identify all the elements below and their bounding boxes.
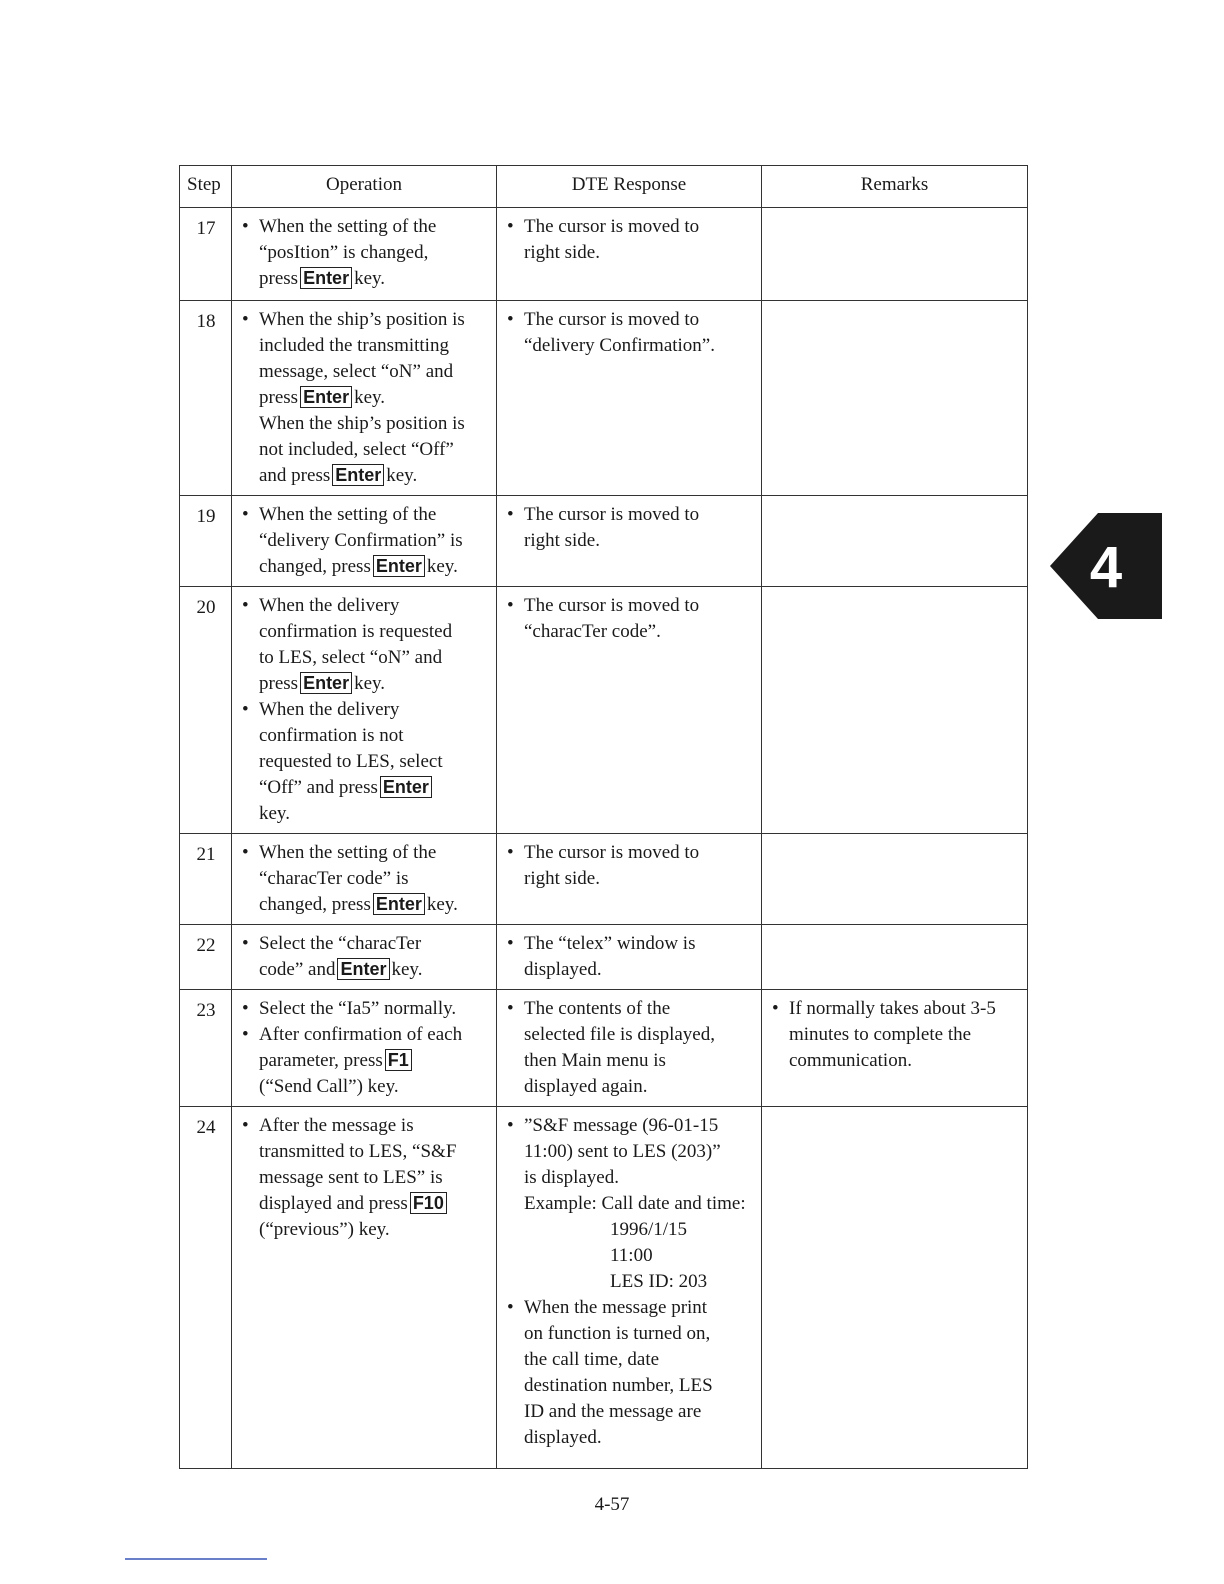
line-text: requested to LES, select xyxy=(259,751,443,772)
line-text: the call time, date xyxy=(524,1349,660,1370)
operation-cell xyxy=(232,496,497,587)
line-text: The contents of the xyxy=(524,998,671,1019)
text-line xyxy=(239,528,490,554)
text-line xyxy=(239,359,490,385)
text-line xyxy=(239,1165,490,1191)
line-text: confirmation is requested xyxy=(259,621,453,642)
text-line xyxy=(239,645,490,671)
operation-lines xyxy=(239,307,490,489)
header-dte-response: DTE Response xyxy=(497,166,762,208)
line-text: “characTer code” is xyxy=(259,868,409,889)
line-text: key. xyxy=(354,673,386,694)
text-line xyxy=(504,502,755,528)
response-lines xyxy=(504,931,755,983)
line-text: The cursor is moved to xyxy=(524,842,700,863)
line-text: displayed again. xyxy=(524,1076,648,1097)
line-text: Select the “characTer xyxy=(259,933,422,954)
text-line xyxy=(504,1425,755,1451)
line-text: destination number, LES xyxy=(524,1375,713,1396)
table-row xyxy=(180,834,1028,925)
key-f1-label: F1 xyxy=(385,1049,412,1071)
key-enter-label: Enter xyxy=(337,958,389,980)
text-line xyxy=(239,619,490,645)
line-text: key. xyxy=(426,894,458,915)
line-text: communication. xyxy=(789,1050,912,1071)
text-line xyxy=(504,528,755,554)
operation-lines xyxy=(239,502,490,580)
text-line xyxy=(239,866,490,892)
line-text: The cursor is moved to xyxy=(524,595,700,616)
line-text: “Off” and press xyxy=(259,777,378,798)
line-text: ID and the message are xyxy=(524,1401,702,1422)
step-number: 23 xyxy=(180,990,232,1107)
line-text: displayed and press xyxy=(259,1193,408,1214)
text-line xyxy=(504,1022,755,1048)
line-text: The cursor is moved to xyxy=(524,309,700,330)
line-text: and press xyxy=(259,465,331,486)
text-line xyxy=(769,996,1021,1022)
remarks-cell xyxy=(762,587,1028,834)
text-line xyxy=(239,1074,490,1100)
response-lines xyxy=(504,840,755,892)
header-step: Step xyxy=(180,166,232,208)
line-text: Example: Call date and time: xyxy=(524,1193,746,1214)
text-line xyxy=(504,1321,755,1347)
text-line xyxy=(504,1243,755,1269)
line-text: then Main menu is xyxy=(524,1050,666,1071)
text-line xyxy=(239,463,490,489)
operation-cell xyxy=(232,587,497,834)
text-line xyxy=(504,1399,755,1425)
text-line xyxy=(239,996,490,1022)
remarks-cell xyxy=(762,208,1028,301)
key-enter-label: Enter xyxy=(373,893,425,915)
text-line xyxy=(239,307,490,333)
key-f10-label: F10 xyxy=(410,1192,447,1214)
step-number: 17 xyxy=(180,208,232,301)
line-text: ”S&F message (96-01-15 xyxy=(524,1115,719,1136)
response-lines xyxy=(504,593,755,645)
remarks-cell xyxy=(762,990,1028,1107)
text-line xyxy=(504,214,755,240)
line-text: key. xyxy=(354,387,386,408)
operation-lines xyxy=(239,931,490,983)
text-line xyxy=(239,411,490,437)
chapter-tab xyxy=(1050,513,1162,619)
line-text: When the setting of the xyxy=(259,842,437,863)
line-text: is displayed. xyxy=(524,1167,619,1188)
step-number: 21 xyxy=(180,834,232,925)
text-line xyxy=(239,385,490,411)
key-enter-label: Enter xyxy=(380,776,432,798)
text-line xyxy=(504,840,755,866)
table-row xyxy=(180,301,1028,496)
text-line xyxy=(504,307,755,333)
line-text: press xyxy=(259,268,299,289)
response-lines xyxy=(504,996,755,1100)
line-text: The cursor is moved to xyxy=(524,504,700,525)
line-text: changed, press xyxy=(259,556,371,577)
line-text: changed, press xyxy=(259,894,371,915)
line-text: After confirmation of each xyxy=(259,1024,463,1045)
operation-lines xyxy=(239,214,490,292)
line-text: confirmation is not xyxy=(259,725,404,746)
line-text: displayed. xyxy=(524,1427,602,1448)
text-line xyxy=(239,266,490,292)
operation-cell xyxy=(232,301,497,496)
line-text: transmitted to LES, “S&F xyxy=(259,1141,457,1162)
step-number: 18 xyxy=(180,301,232,496)
text-line xyxy=(504,1048,755,1074)
text-line xyxy=(504,333,755,359)
response-cell xyxy=(497,1107,762,1469)
text-line xyxy=(239,214,490,240)
header-row xyxy=(180,166,1028,208)
line-text: When the ship’s position is xyxy=(259,413,465,434)
response-cell xyxy=(497,587,762,834)
operation-cell xyxy=(232,990,497,1107)
line-text: key. xyxy=(426,556,458,577)
line-text: When the ship’s position is xyxy=(259,309,465,330)
text-line xyxy=(239,437,490,463)
text-line xyxy=(504,1269,755,1295)
text-line xyxy=(504,240,755,266)
step-number: 22 xyxy=(180,925,232,990)
remarks-lines xyxy=(769,996,1021,1074)
line-text: (“previous”) key. xyxy=(259,1219,390,1240)
text-line xyxy=(239,840,490,866)
text-line xyxy=(239,671,490,697)
response-cell xyxy=(497,834,762,925)
text-line xyxy=(239,775,490,801)
text-line xyxy=(769,1048,1021,1074)
text-line xyxy=(239,801,490,827)
line-text: 11:00 xyxy=(610,1245,653,1266)
remarks-cell xyxy=(762,925,1028,990)
text-line xyxy=(504,1217,755,1243)
line-text: right side. xyxy=(524,868,600,889)
key-enter-label: Enter xyxy=(373,555,425,577)
line-text: selected file is displayed, xyxy=(524,1024,715,1045)
table-row xyxy=(180,587,1028,834)
text-line xyxy=(239,1022,490,1048)
line-text: right side. xyxy=(524,530,600,551)
response-cell xyxy=(497,496,762,587)
footer-rule xyxy=(125,1558,267,1560)
table-body xyxy=(180,208,1028,1469)
line-text: included the transmitting xyxy=(259,335,449,356)
line-text: code” and xyxy=(259,959,336,980)
text-line xyxy=(504,1191,755,1217)
table-row xyxy=(180,1107,1028,1469)
response-cell xyxy=(497,925,762,990)
line-text: When the setting of the xyxy=(259,504,437,525)
text-line xyxy=(504,1113,755,1139)
text-line xyxy=(504,1074,755,1100)
line-text: displayed. xyxy=(524,959,602,980)
response-lines xyxy=(504,502,755,554)
text-line xyxy=(239,1191,490,1217)
text-line xyxy=(239,697,490,723)
text-line xyxy=(504,931,755,957)
text-line xyxy=(239,1217,490,1243)
key-enter-label: Enter xyxy=(332,464,384,486)
text-line xyxy=(504,866,755,892)
line-text: After the message is xyxy=(259,1115,414,1136)
operation-lines xyxy=(239,840,490,918)
line-text: key. xyxy=(354,268,386,289)
line-text: If normally takes about 3-5 xyxy=(789,998,996,1019)
response-lines xyxy=(504,1113,755,1451)
line-text: message, select “oN” and xyxy=(259,361,454,382)
text-line xyxy=(504,1165,755,1191)
key-enter-label: Enter xyxy=(300,386,352,408)
remarks-cell xyxy=(762,1107,1028,1469)
line-text: parameter, press xyxy=(259,1050,383,1071)
chapter-number: 4 xyxy=(1089,535,1123,600)
operation-cell xyxy=(232,834,497,925)
line-text: key. xyxy=(259,803,290,824)
line-text: “delivery Confirmation” is xyxy=(259,530,463,551)
line-text: not included, select “Off” xyxy=(259,439,454,460)
line-text: When the delivery xyxy=(259,699,400,720)
line-text: LES ID: 203 xyxy=(610,1271,708,1292)
text-line xyxy=(239,749,490,775)
text-line xyxy=(239,502,490,528)
text-line xyxy=(239,554,490,580)
line-text: 1996/1/15 xyxy=(610,1219,688,1240)
line-text: key. xyxy=(391,959,423,980)
response-lines xyxy=(504,307,755,359)
line-text: “delivery Confirmation”. xyxy=(524,335,715,356)
key-enter-label: Enter xyxy=(300,267,352,289)
line-text: message sent to LES” is xyxy=(259,1167,443,1188)
text-line xyxy=(239,240,490,266)
operation-lines xyxy=(239,996,490,1100)
text-line xyxy=(504,619,755,645)
page-number: 4-57 xyxy=(594,1494,630,1515)
text-line xyxy=(504,1295,755,1321)
text-line xyxy=(504,1347,755,1373)
line-text: key. xyxy=(386,465,418,486)
step-number: 20 xyxy=(180,587,232,834)
text-line xyxy=(239,723,490,749)
text-line xyxy=(239,931,490,957)
line-text: When the message print xyxy=(524,1297,708,1318)
text-line xyxy=(504,593,755,619)
text-line xyxy=(239,957,490,983)
remarks-cell xyxy=(762,301,1028,496)
table-row xyxy=(180,990,1028,1107)
line-text: “posItion” is changed, xyxy=(259,242,429,263)
text-line xyxy=(239,1048,490,1074)
line-text: When the setting of the xyxy=(259,216,437,237)
line-text: press xyxy=(259,673,299,694)
text-line xyxy=(504,996,755,1022)
line-text: Select the “Ia5” normally. xyxy=(259,998,457,1019)
table-row xyxy=(180,496,1028,587)
text-line xyxy=(769,1022,1021,1048)
line-text: (“Send Call”) key. xyxy=(259,1076,399,1097)
line-text: The “telex” window is xyxy=(524,933,696,954)
line-text: press xyxy=(259,387,299,408)
line-text: The cursor is moved to xyxy=(524,216,700,237)
response-lines xyxy=(504,214,755,266)
step-number: 24 xyxy=(180,1107,232,1469)
table-header xyxy=(180,166,1028,208)
text-line xyxy=(239,593,490,619)
operation-lines xyxy=(239,593,490,827)
line-text: on function is turned on, xyxy=(524,1323,711,1344)
line-text: 11:00) sent to LES (203)” xyxy=(524,1141,721,1162)
header-remarks: Remarks xyxy=(762,166,1028,208)
operation-cell xyxy=(232,208,497,301)
response-cell xyxy=(497,208,762,301)
text-line xyxy=(504,1373,755,1399)
operation-lines xyxy=(239,1113,490,1243)
text-line xyxy=(239,892,490,918)
text-line xyxy=(239,333,490,359)
operation-cell xyxy=(232,1107,497,1469)
text-line xyxy=(504,1139,755,1165)
remarks-cell xyxy=(762,496,1028,587)
line-text: right side. xyxy=(524,242,600,263)
line-text: “characTer code”. xyxy=(524,621,661,642)
remarks-cell xyxy=(762,834,1028,925)
table-row xyxy=(180,208,1028,301)
step-number: 19 xyxy=(180,496,232,587)
line-text: to LES, select “oN” and xyxy=(259,647,443,668)
key-enter-label: Enter xyxy=(300,672,352,694)
header-operation: Operation xyxy=(232,166,497,208)
operation-steps-table xyxy=(179,165,1028,1469)
line-text: When the delivery xyxy=(259,595,400,616)
response-cell xyxy=(497,990,762,1107)
text-line xyxy=(239,1113,490,1139)
text-line xyxy=(239,1139,490,1165)
operation-cell xyxy=(232,925,497,990)
table-row xyxy=(180,925,1028,990)
text-line xyxy=(504,957,755,983)
response-cell xyxy=(497,301,762,496)
line-text: minutes to complete the xyxy=(789,1024,972,1045)
